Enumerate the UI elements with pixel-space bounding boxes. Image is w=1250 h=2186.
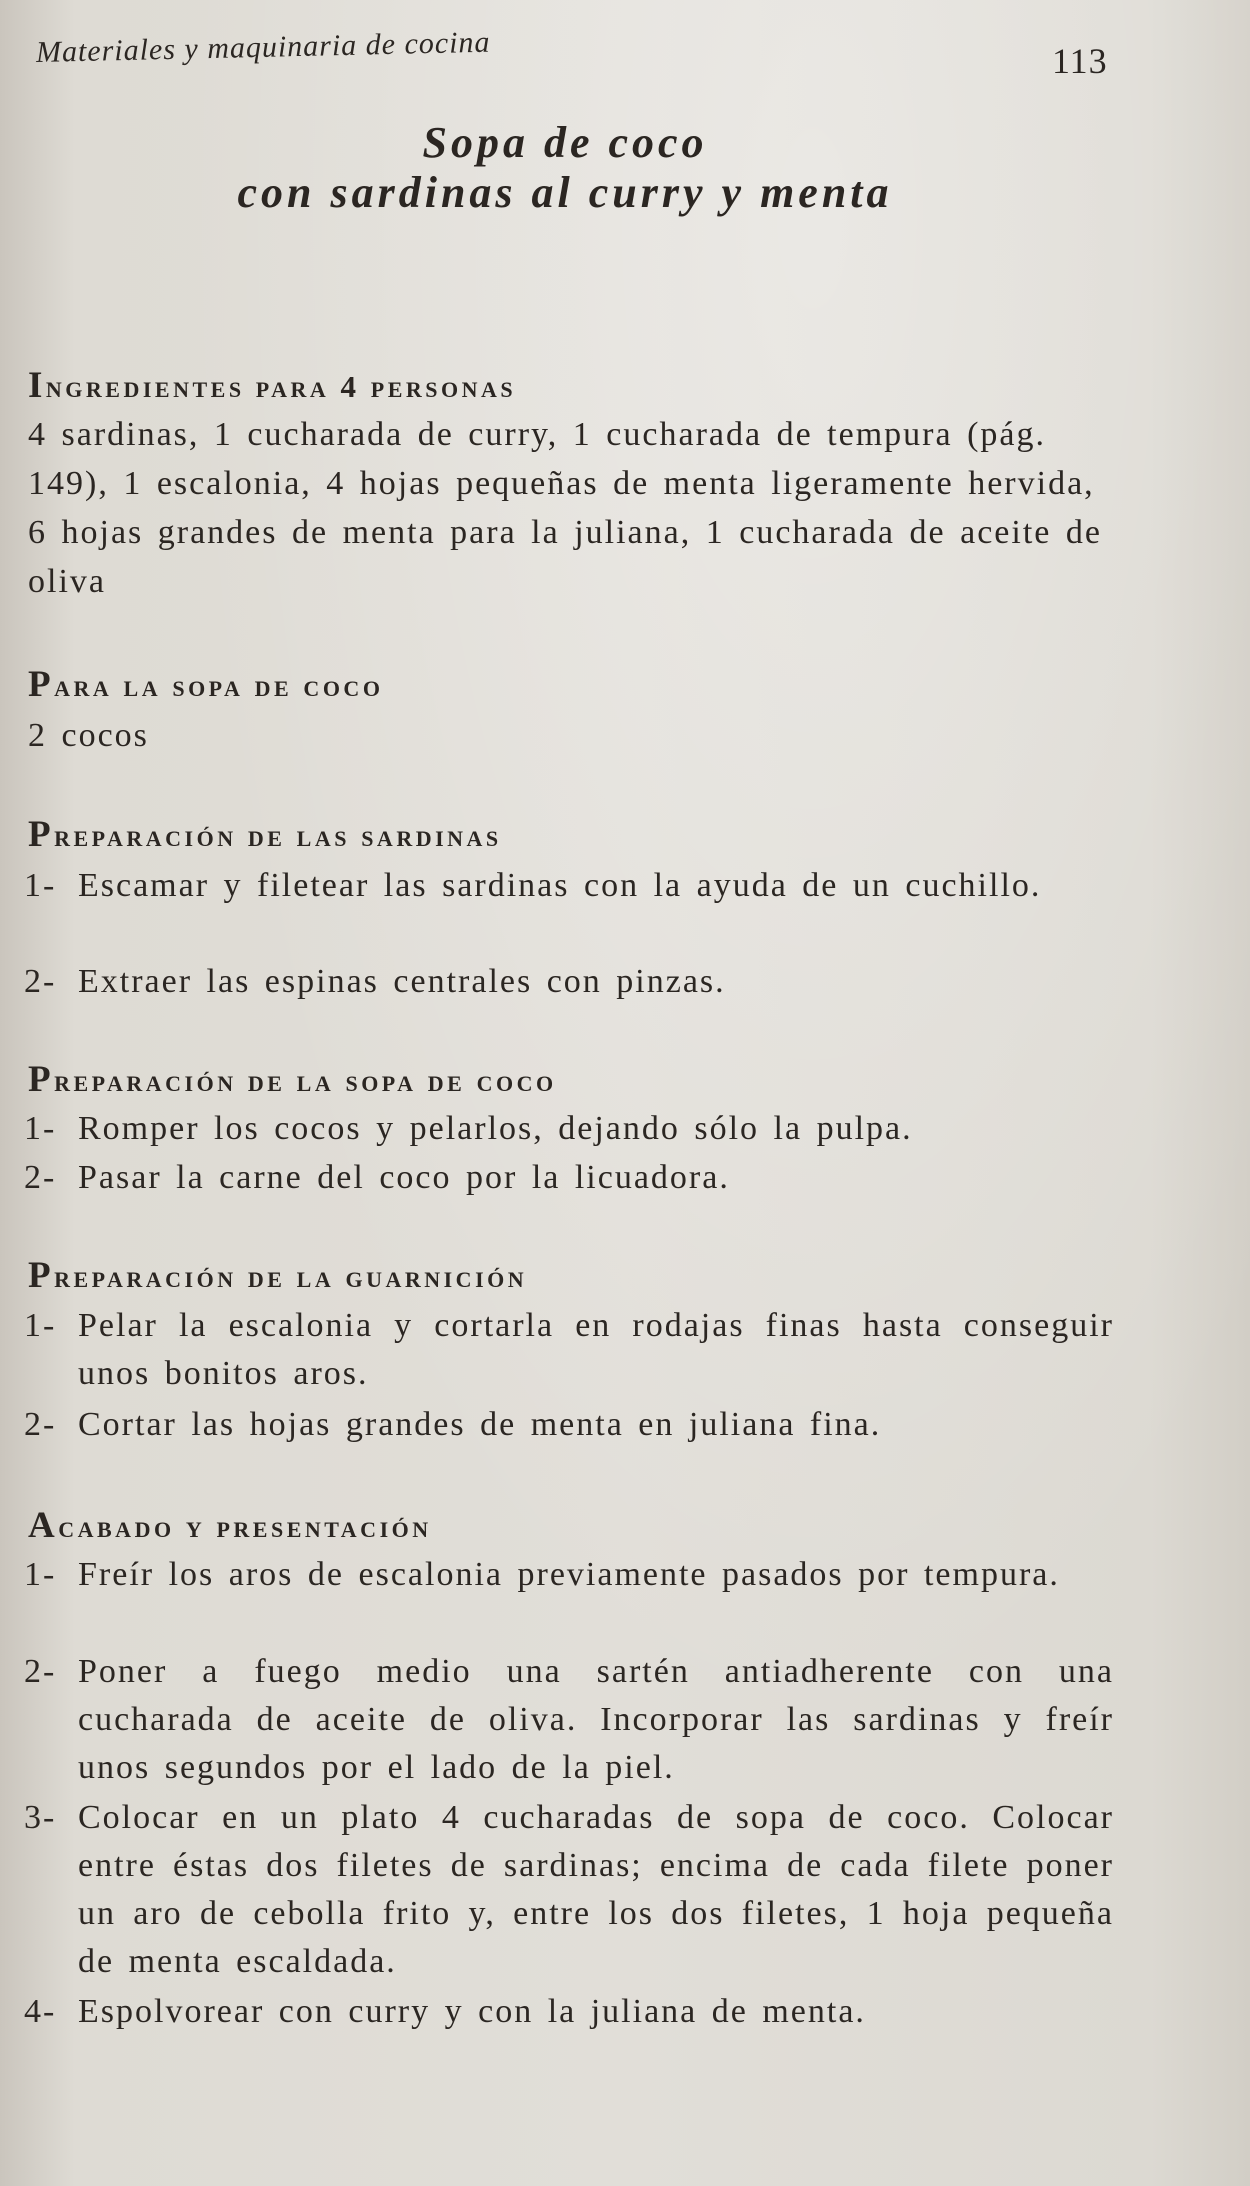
finishing-heading xyxy=(28,1504,432,1547)
step-number: 4- xyxy=(24,1993,57,2030)
step-number: 2- xyxy=(24,1159,57,1196)
sardines-step xyxy=(24,862,1114,910)
recipe-title-line-2: con sardinas al curry y menta xyxy=(237,168,893,217)
step-number: 1- xyxy=(24,1307,57,1344)
step-number: 1- xyxy=(24,867,57,904)
step-number: 1- xyxy=(24,1110,57,1147)
soup-prep-step xyxy=(24,1105,1114,1153)
garnish-prep-heading-initial: P xyxy=(28,1255,55,1296)
ingredients-heading-initial: I xyxy=(28,365,46,406)
step-number: 2- xyxy=(24,1406,57,1443)
sardines-prep-heading-rest: reparación de las sardinas xyxy=(54,818,502,853)
ingredients-text: 4 sardinas, 1 cucharada de curry, 1 cucharada de tempura (pág. 149), 1 escalonia, 4 hojas pequeñas de menta ligeramente hervida, 6 hojas grandes de menta para la juliana, 1 cucharada de aceite de oliva xyxy=(28,416,1102,600)
soup-heading-rest: ara la sopa de coco xyxy=(54,668,384,703)
step-number: 3- xyxy=(24,1799,57,1836)
step-text: Espolvorear con curry y con la juliana de menta. xyxy=(78,1993,866,2030)
soup-prep-heading xyxy=(28,1058,557,1101)
ingredients-heading xyxy=(28,364,516,407)
step-text: Romper los cocos y pelarlos, dejando sólo la pulpa. xyxy=(78,1110,913,1147)
recipe-title-line-1: Sopa de coco xyxy=(422,118,708,167)
soup-text: 2 cocos xyxy=(28,717,149,754)
step-number: 1- xyxy=(24,1556,57,1593)
step-text: Escamar y filetear las sardinas con la ayuda de un cuchillo. xyxy=(78,867,1042,904)
finishing-step xyxy=(24,1648,1114,1792)
finishing-heading-rest: cabado y presentación xyxy=(58,1509,432,1544)
garnish-step xyxy=(24,1401,1114,1449)
soup-prep-heading-rest: reparación de la sopa de coco xyxy=(54,1063,557,1098)
ingredients-heading-rest: ngredientes para 4 personas xyxy=(45,369,517,404)
sardines-prep-heading xyxy=(28,813,502,856)
step-text: Extraer las espinas centrales con pinzas. xyxy=(78,963,726,1000)
running-head: Materiales y maquinaria de cocina xyxy=(35,25,491,69)
garnish-prep-heading xyxy=(28,1254,527,1297)
step-number: 2- xyxy=(24,1653,57,1690)
step-number: 2- xyxy=(24,963,57,1000)
finishing-heading-initial: A xyxy=(28,1505,59,1546)
step-text: Pelar la escalonia y cortarla en rodajas finas hasta conseguir unos bonitos aros. xyxy=(78,1307,1114,1392)
soup-heading-initial: P xyxy=(28,664,55,705)
step-text: Cortar las hojas grandes de menta en juliana fina. xyxy=(78,1406,882,1443)
finishing-step xyxy=(24,1551,1114,1599)
page-number: 113 xyxy=(1052,41,1108,81)
garnish-step xyxy=(24,1302,1114,1398)
soup-prep-step xyxy=(24,1154,1114,1202)
step-text: Colocar en un plato 4 cucharadas de sopa de coco. Colocar entre éstas dos filetes de sardinas; encima de cada filete poner un aro de cebolla frito y, entre los dos filetes, 1 hoja pequeña de menta escaldada. xyxy=(78,1799,1114,1980)
sardines-prep-heading-initial: P xyxy=(28,814,55,855)
finishing-step xyxy=(24,1794,1114,1986)
step-text: Poner a fuego medio una sartén antiadherente con una cucharada de aceite de oliva. Incorporar las sardinas y freír unos segundos por el lado de la piel. xyxy=(78,1653,1114,1786)
step-text: Freír los aros de escalonia previamente pasados por tempura. xyxy=(78,1556,1060,1593)
sardines-step xyxy=(24,958,1114,1006)
soup-heading xyxy=(28,663,383,706)
garnish-prep-heading-rest: reparación de la guarnición xyxy=(54,1259,528,1294)
soup-prep-heading-initial: P xyxy=(28,1059,55,1100)
finishing-step xyxy=(24,1988,1114,2036)
step-text: Pasar la carne del coco por la licuadora. xyxy=(78,1159,730,1196)
